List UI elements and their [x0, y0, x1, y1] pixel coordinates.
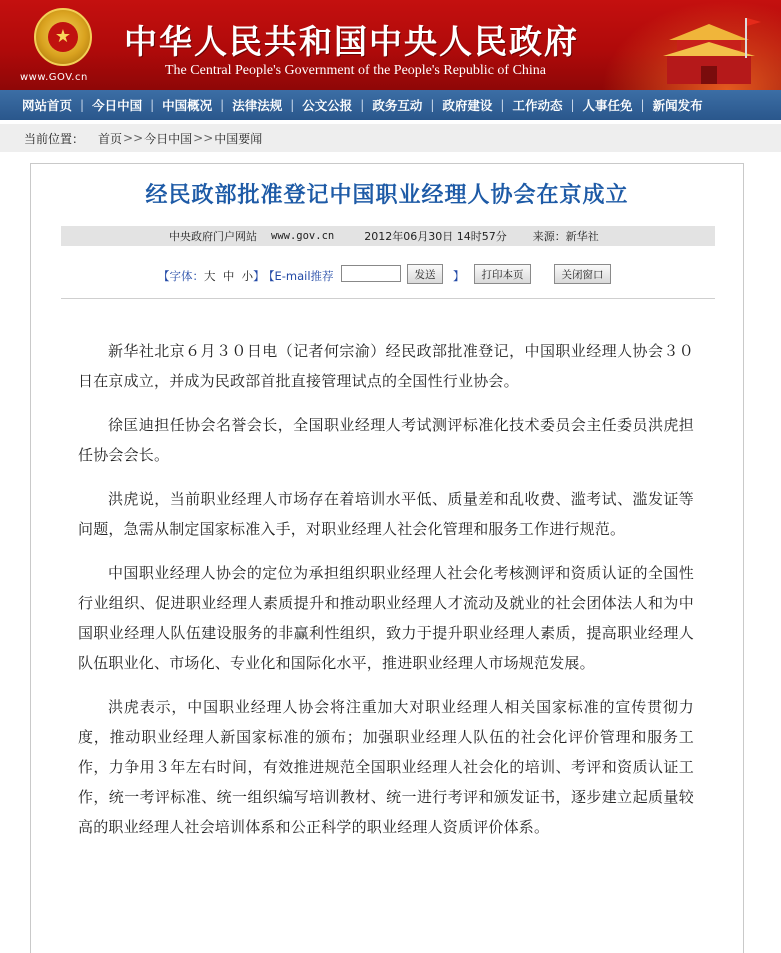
breadcrumb-label: 当前位置：: [24, 131, 85, 146]
article-paragraph: 徐匡迪担任协会名誉会长，全国职业经理人考试测评标准化技术委员会主任委员洪虎担任协会会长。: [78, 416, 694, 464]
email-recommend-label: 【E-mail推荐: [263, 269, 334, 283]
nav-item-bulletins[interactable]: 公文公报: [302, 98, 353, 113]
nav-item-government-building[interactable]: 政府建设: [442, 98, 493, 113]
article-paragraph: 洪虎表示，中国职业经理人协会将注重加大对职业经理人相关国家标准的宣传贯彻力度，推动职业经理人新国家标准的颁布；加强职业经理人队伍的社会化评价管理和服务工作，力争用３年左右时间，有效推进规范全国职业经理人社会化的培训、考评和资质认证工作，统一考评标准、统一组织编写培训教材、统一进行考评和颁发证书，逐步建立起质量较高的职业经理人社会培训体系和公正科学的职业经理人资质评价体系。: [78, 698, 694, 836]
font-size-control: [158, 268, 265, 284]
nav-separator: |: [290, 98, 295, 112]
font-size-prefix: 【字体：: [158, 269, 204, 283]
nav-item-appointments[interactable]: 人事任免: [582, 98, 633, 113]
article-paragraph: 新华社北京６月３０日电（记者何宗渝）经民政部批准登记，中国职业经理人协会３０日在京成立，并成为民政部首批直接管理试点的全国性行业协会。: [78, 342, 694, 390]
emblem-star-icon: ★: [48, 22, 78, 52]
nav-item-laws[interactable]: 法律法规: [232, 98, 283, 113]
breadcrumb-home[interactable]: 首页: [98, 131, 123, 146]
article-body: [78, 336, 694, 856]
email-input[interactable]: [341, 265, 401, 282]
font-size-large[interactable]: 大: [204, 269, 216, 283]
article-paragraph: 中国职业经理人协会的定位为承担组织职业经理人社会化考核测评和资质认证的全国性行业组织、促进职业经理人素质提升和推动职业经理人才流动及就业的社会团体法人和为中国职业经理人队伍建设服务的非赢利性组织，致力于提升职业经理人素质，提高职业经理人队伍职业化、市场化、专业化和国际化水平，推进职业经理人市场规范发展。: [78, 564, 694, 672]
site-url[interactable]: www.GOV.cn: [20, 72, 88, 83]
site-title-chinese[interactable]: 中华人民共和国中央人民政府: [124, 22, 579, 61]
article-title: 经民政部批准登记中国职业经理人协会在京成立: [145, 182, 629, 208]
nav-item-interaction[interactable]: 政务互动: [372, 98, 423, 113]
email-suffix: 】: [453, 269, 465, 283]
nav-separator: |: [430, 98, 435, 112]
nav-item-home[interactable]: 网站首页: [22, 98, 73, 113]
send-email-button[interactable]: 发送: [407, 264, 443, 284]
font-size-suffix: 】: [253, 269, 265, 283]
meta-datetime: 2012年06月30日 14时57分: [364, 230, 507, 243]
nav-separator: |: [500, 98, 505, 112]
nav-separator: |: [360, 98, 365, 112]
nav-item-press-release[interactable]: 新闻发布: [652, 98, 703, 113]
tiananmen-gate-icon: [649, 10, 769, 84]
nav-item-china-overview[interactable]: 中国概况: [162, 98, 213, 113]
main-nav: [0, 90, 781, 120]
nav-separator: |: [150, 98, 155, 112]
article-panel: [30, 163, 744, 953]
meta-source-url: www.gov.cn: [271, 230, 335, 242]
breadcrumb-china-news[interactable]: 中国要闻: [214, 131, 263, 146]
divider: [61, 298, 715, 299]
article-meta-bar: [61, 226, 715, 246]
close-window-button[interactable]: 关闭窗口: [554, 264, 611, 284]
nav-separator: |: [220, 98, 225, 112]
meta-source-site: 中央政府门户网站: [169, 230, 257, 243]
site-title-english: The Central People's Government of the People's Republic of China: [165, 63, 547, 78]
meta-source: 来源：新华社: [532, 230, 599, 243]
site-header-banner: [0, 0, 781, 90]
nav-separator: |: [640, 98, 645, 112]
breadcrumb: [0, 124, 781, 152]
article-tools: [31, 264, 743, 286]
nav-separator: |: [570, 98, 575, 112]
print-page-button[interactable]: 打印本页: [474, 264, 531, 284]
breadcrumb-today-china[interactable]: 今日中国: [144, 131, 193, 146]
nav-separator: |: [80, 98, 85, 112]
font-size-small[interactable]: 小: [241, 269, 254, 283]
article-paragraph: 洪虎说，当前职业经理人市场存在着培训水平低、质量差和乱收费、滥考试、滥发证等问题，急需从制定国家标准入手，对职业经理人社会化管理和服务工作进行规范。: [78, 490, 694, 538]
nav-item-work-updates[interactable]: 工作动态: [512, 98, 563, 113]
breadcrumb-separator: >>: [123, 131, 144, 145]
font-size-medium[interactable]: 中: [222, 269, 235, 283]
national-emblem-icon[interactable]: [34, 8, 92, 66]
breadcrumb-separator: >>: [193, 131, 214, 145]
nav-item-today-china[interactable]: 今日中国: [92, 98, 143, 113]
